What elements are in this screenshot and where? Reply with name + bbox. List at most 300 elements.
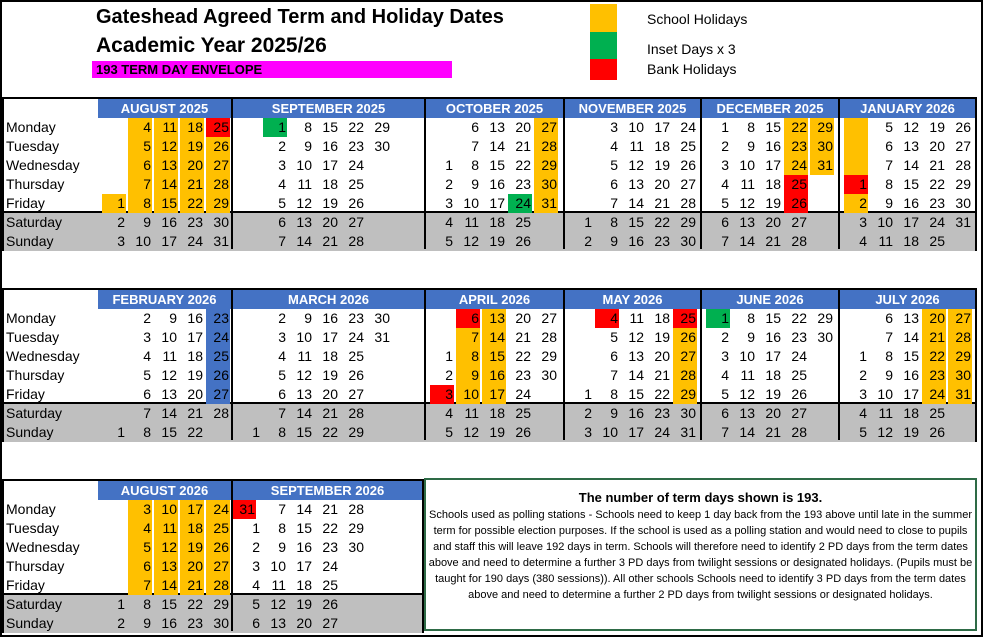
calendar-day-cell: 19: [929, 119, 945, 135]
calendar-day-cell: 23: [515, 176, 531, 192]
calendar-day-cell: 4: [445, 405, 453, 421]
calendar-day-cell: 25: [929, 405, 945, 421]
calendar-day-cell: 4: [859, 405, 867, 421]
month-divider: [231, 481, 233, 631]
calendar-day-cell: 30: [948, 366, 972, 385]
calendar-day-cell: 14: [154, 175, 178, 194]
calendar-day-cell: 18: [654, 138, 670, 154]
calendar-day-cell: 15: [489, 157, 505, 173]
calendar-day-cell: 18: [654, 310, 670, 326]
calendar-day-cell: 19: [765, 195, 781, 211]
calendar-day-cell: 5: [445, 233, 453, 249]
calendar-day-cell: 10: [135, 233, 151, 249]
calendar-day-cell: 13: [161, 386, 177, 402]
calendar-day-cell: 24: [922, 385, 946, 404]
calendar-day-cell: 7: [721, 233, 729, 249]
calendar-day-cell: 23: [515, 367, 531, 383]
calendar-day-cell: 20: [180, 156, 204, 175]
calendar-day-cell: 5: [128, 538, 152, 557]
calendar-day-cell: 26: [680, 157, 696, 173]
calendar-day-cell: 15: [903, 348, 919, 364]
calendar-day-cell: 29: [541, 348, 557, 364]
calendar-day-cell: 8: [747, 119, 755, 135]
calendar-day-cell: 3: [859, 214, 867, 230]
calendar-day-cell: 7: [456, 328, 480, 347]
legend-swatch-inset-days: [590, 32, 617, 59]
calendar-day-cell: 9: [747, 329, 755, 345]
calendar-day-cell: 20: [922, 309, 946, 328]
calendar-day-cell: 30: [213, 214, 229, 230]
calendar-day-cell: 10: [296, 157, 312, 173]
calendar-day-cell: 18: [180, 519, 204, 538]
calendar-day-cell: 8: [143, 424, 151, 440]
calendar-day-cell: 29: [348, 424, 364, 440]
calendar-day-cell: 30: [680, 405, 696, 421]
month-header: FEBRUARY 2026: [98, 290, 231, 309]
calendar-day-cell: 20: [187, 386, 203, 402]
calendar-day-cell: 5: [445, 424, 453, 440]
month-divider: [231, 290, 233, 440]
calendar-day-cell: 19: [180, 538, 204, 557]
calendar-day-cell: 3: [278, 157, 286, 173]
calendar-day-cell: 17: [765, 157, 781, 173]
calendar-day-cell: 7: [721, 424, 729, 440]
calendar-day-cell: 18: [489, 214, 505, 230]
month-header: OCTOBER 2025: [426, 99, 563, 118]
calendar-day-cell: 1: [721, 119, 729, 135]
calendar-day-cell: 14: [628, 367, 644, 383]
calendar-day-cell: 13: [154, 156, 178, 175]
calendar-day-cell: 3: [430, 385, 454, 404]
calendar-day-cell: 22: [322, 520, 338, 536]
calendar-day-cell: 19: [187, 367, 203, 383]
calendar-day-cell: 28: [206, 576, 230, 595]
calendar-day-cell: 21: [180, 576, 204, 595]
day-label-friday: Friday: [6, 195, 45, 211]
calendar-day-cell: 19: [765, 386, 781, 402]
page-title: Gateshead Agreed Term and Holiday Dates: [96, 6, 504, 28]
calendar-day-cell: 17: [187, 329, 203, 345]
calendar-day-cell: 5: [278, 195, 286, 211]
calendar-day-cell: 7: [128, 576, 152, 595]
calendar-day-cell: 8: [471, 157, 479, 173]
month-header: SEPTEMBER 2025: [233, 99, 424, 118]
calendar-day-cell: 10: [161, 329, 177, 345]
calendar-day-cell: 24: [187, 233, 203, 249]
calendar-day-cell: 19: [296, 596, 312, 612]
calendar-day-cell: 8: [610, 214, 618, 230]
calendar-day-cell: 31: [955, 214, 971, 230]
calendar-day-cell: 26: [206, 137, 230, 156]
month-divider: [700, 290, 702, 440]
calendar-day-cell: 30: [374, 138, 390, 154]
calendar-day-cell: 23: [929, 195, 945, 211]
calendar-day-cell: 17: [654, 119, 670, 135]
calendar-day-cell: 26: [784, 194, 808, 213]
calendar-day-cell: 26: [348, 367, 364, 383]
calendar-day-cell: 25: [206, 118, 230, 137]
calendar-day-cell: [844, 118, 868, 137]
calendar-day-cell: 5: [859, 424, 867, 440]
calendar-day-cell: 4: [278, 176, 286, 192]
calendar-day-cell: 5: [610, 157, 618, 173]
calendar-day-cell: 17: [322, 329, 338, 345]
calendar-day-cell: 25: [929, 233, 945, 249]
calendar-day-cell: 5: [721, 386, 729, 402]
calendar-day-cell: 27: [948, 309, 972, 328]
calendar-day-cell: [844, 156, 868, 175]
calendar-day-cell: 18: [322, 176, 338, 192]
calendar-day-cell: 7: [278, 501, 286, 517]
calendar-day-cell: 13: [296, 386, 312, 402]
calendar-day-cell: 4: [610, 138, 618, 154]
calendar-day-cell: 4: [721, 367, 729, 383]
calendar-day-cell: 2: [445, 367, 453, 383]
day-label-thursday: Thursday: [6, 558, 65, 574]
calendar-day-cell: 21: [322, 233, 338, 249]
calendar-day-cell: 2: [445, 176, 453, 192]
calendar-day-cell: 14: [903, 157, 919, 173]
calendar-day-cell: 26: [791, 386, 807, 402]
calendar-day-cell: 26: [348, 195, 364, 211]
calendar-day-cell: 29: [206, 194, 230, 213]
calendar-day-cell: 14: [161, 405, 177, 421]
calendar-day-cell: 3: [117, 233, 125, 249]
calendar-day-cell: 10: [739, 157, 755, 173]
calendar-block: [2, 288, 977, 442]
calendar-day-cell: 26: [515, 424, 531, 440]
calendar-day-cell: 21: [515, 138, 531, 154]
calendar-day-cell: 30: [534, 175, 558, 194]
calendar-day-cell: 18: [489, 405, 505, 421]
month-divider: [424, 99, 426, 249]
term-days-info-box: [424, 478, 977, 631]
calendar-day-cell: 27: [206, 156, 230, 175]
calendar-day-cell: 14: [739, 424, 755, 440]
calendar-day-cell: 23: [206, 309, 230, 328]
calendar-day-cell: 31: [232, 500, 256, 519]
calendar-day-cell: 1: [844, 175, 868, 194]
calendar-day-cell: 29: [534, 156, 558, 175]
calendar-day-cell: 10: [628, 119, 644, 135]
day-label-saturday: Saturday: [6, 405, 63, 421]
month-divider: [563, 290, 565, 440]
calendar-day-cell: 3: [128, 500, 152, 519]
calendar-day-cell: 24: [791, 348, 807, 364]
calendar-day-cell: 12: [270, 596, 286, 612]
calendar-day-cell: 25: [348, 348, 364, 364]
calendar-day-cell: 3: [278, 329, 286, 345]
calendar-day-cell: 12: [296, 367, 312, 383]
calendar-day-cell: 11: [297, 176, 312, 192]
calendar-day-cell: 6: [143, 386, 151, 402]
calendar-day-cell: 22: [348, 119, 364, 135]
calendar-day-cell: 18: [903, 233, 919, 249]
calendar-day-cell: 20: [765, 405, 781, 421]
calendar-day-cell: 11: [740, 176, 755, 192]
calendar-day-cell: 10: [154, 500, 178, 519]
calendar-day-cell: 23: [187, 214, 203, 230]
calendar-day-cell: 24: [322, 558, 338, 574]
calendar-day-cell: 10: [877, 386, 893, 402]
calendar-day-cell: 15: [161, 424, 177, 440]
calendar-day-cell: 22: [929, 176, 945, 192]
calendar-day-cell: 11: [271, 577, 286, 593]
calendar-day-cell: 15: [296, 520, 312, 536]
calendar-day-cell: 16: [187, 310, 203, 326]
calendar-day-cell: 16: [489, 176, 505, 192]
calendar-day-cell: 20: [515, 119, 531, 135]
calendar-day-cell: 2: [844, 194, 868, 213]
day-label-wednesday: Wednesday: [6, 157, 80, 173]
calendar-day-cell: 10: [739, 348, 755, 364]
calendar-day-cell: 16: [765, 329, 781, 345]
calendar-day-cell: 11: [629, 138, 644, 154]
calendar-day-cell: 5: [252, 596, 260, 612]
calendar-day-cell: 2: [117, 615, 125, 631]
calendar-day-cell: 15: [161, 596, 177, 612]
calendar-day-cell: 16: [322, 138, 338, 154]
calendar-day-cell: 11: [629, 310, 644, 326]
term-day-envelope-banner: 193 TERM DAY ENVELOPE: [92, 61, 452, 78]
calendar-day-cell: 4: [128, 519, 152, 538]
calendar-day-cell: 12: [877, 424, 893, 440]
calendar-day-cell: 21: [322, 501, 338, 517]
calendar-day-cell: 15: [628, 386, 644, 402]
calendar-day-cell: 18: [903, 405, 919, 421]
calendar-day-cell: 13: [903, 138, 919, 154]
calendar-day-cell: 14: [154, 576, 178, 595]
calendar-day-cell: 7: [885, 157, 893, 173]
calendar-day-cell: 20: [322, 386, 338, 402]
calendar-day-cell: 29: [673, 385, 697, 404]
calendar-day-cell: 14: [903, 329, 919, 345]
calendar-day-cell: 21: [187, 405, 203, 421]
calendar-day-cell: 23: [322, 539, 338, 555]
calendar-day-cell: 27: [791, 405, 807, 421]
calendar-day-cell: 28: [534, 137, 558, 156]
calendar-block: [2, 479, 424, 633]
calendar-day-cell: 8: [885, 176, 893, 192]
calendar-day-cell: 1: [117, 596, 125, 612]
calendar-day-cell: 25: [206, 347, 230, 366]
calendar-day-cell: 14: [482, 328, 506, 347]
calendar-day-cell: 22: [515, 348, 531, 364]
calendar-day-cell: 13: [739, 405, 755, 421]
calendar-day-cell: 3: [859, 386, 867, 402]
calendar-day-cell: 16: [628, 405, 644, 421]
calendar-day-cell: 19: [903, 424, 919, 440]
calendar-day-cell: 28: [948, 328, 972, 347]
calendar-day-cell: 6: [610, 348, 618, 364]
calendar-day-cell: 6: [721, 214, 729, 230]
calendar-day-cell: 28: [791, 233, 807, 249]
calendar-day-cell: 21: [765, 424, 781, 440]
calendar-day-cell: 19: [322, 195, 338, 211]
calendar-day-cell: 18: [296, 577, 312, 593]
day-label-saturday: Saturday: [6, 596, 63, 612]
month-divider: [231, 99, 233, 249]
calendar-day-cell: 8: [128, 194, 152, 213]
calendar-day-cell: 16: [296, 539, 312, 555]
calendar-day-cell: 1: [584, 214, 592, 230]
calendar-day-cell: 9: [747, 138, 755, 154]
calendar-day-cell: 30: [541, 367, 557, 383]
calendar-day-cell: 1: [263, 118, 287, 137]
calendar-day-cell: 27: [673, 347, 697, 366]
calendar-day-cell: 23: [187, 615, 203, 631]
calendar-day-cell: 21: [180, 175, 204, 194]
calendar-day-cell: 12: [463, 233, 479, 249]
calendar-day-cell: 6: [252, 615, 260, 631]
calendar-day-cell: 5: [721, 195, 729, 211]
calendar-day-cell: 6: [278, 214, 286, 230]
calendar-day-cell: 1: [859, 348, 867, 364]
calendar-day-cell: 5: [278, 367, 286, 383]
calendar-day-cell: 1: [445, 348, 453, 364]
day-label-thursday: Thursday: [6, 367, 65, 383]
calendar-day-cell: 30: [955, 195, 971, 211]
calendar-day-cell: 4: [445, 214, 453, 230]
term-days-count-heading: The number of term days shown is 193.: [578, 490, 823, 505]
calendar-day-cell: 6: [721, 405, 729, 421]
calendar-day-cell: 1: [252, 424, 260, 440]
calendar-day-cell: 22: [515, 157, 531, 173]
calendar-day-cell: 25: [673, 309, 697, 328]
month-divider: [424, 290, 426, 440]
calendar-day-cell: 22: [654, 386, 670, 402]
calendar-day-cell: 2: [117, 214, 125, 230]
calendar-day-cell: 28: [348, 233, 364, 249]
calendar-day-cell: 12: [739, 386, 755, 402]
calendar-day-cell: [844, 137, 868, 156]
calendar-day-cell: 12: [296, 195, 312, 211]
day-label-saturday: Saturday: [6, 214, 63, 230]
calendar-day-cell: 16: [903, 367, 919, 383]
calendar-day-cell: 10: [296, 329, 312, 345]
calendar-day-cell: 9: [885, 195, 893, 211]
calendar-day-cell: 20: [296, 615, 312, 631]
day-label-friday: Friday: [6, 577, 45, 593]
calendar-day-cell: 10: [602, 424, 618, 440]
month-divider: [838, 99, 840, 249]
calendar-day-cell: 4: [859, 233, 867, 249]
calendar-day-cell: 28: [348, 405, 364, 421]
calendar-day-cell: 10: [456, 385, 480, 404]
month-header: AUGUST 2026: [98, 481, 231, 500]
calendar-day-cell: 25: [322, 577, 338, 593]
calendar-day-cell: 9: [304, 138, 312, 154]
calendar-day-cell: 13: [482, 309, 506, 328]
calendar-day-cell: 2: [584, 405, 592, 421]
calendar-day-cell: 28: [206, 175, 230, 194]
calendar-day-cell: 26: [206, 366, 230, 385]
calendar-day-cell: 14: [739, 233, 755, 249]
calendar-day-cell: 21: [515, 329, 531, 345]
month-divider: [700, 99, 702, 249]
calendar-day-cell: 9: [143, 615, 151, 631]
calendar-day-cell: 13: [154, 557, 178, 576]
month-header: JANUARY 2026: [840, 99, 975, 118]
calendar-day-cell: 8: [456, 347, 480, 366]
calendar-day-cell: 11: [154, 519, 178, 538]
calendar-day-cell: 23: [654, 405, 670, 421]
day-label-friday: Friday: [6, 386, 45, 402]
calendar-day-cell: 30: [810, 137, 834, 156]
calendar-day-cell: 2: [143, 310, 151, 326]
calendar-day-cell: 6: [278, 386, 286, 402]
calendar-day-cell: 8: [885, 348, 893, 364]
calendar-day-cell: 16: [161, 615, 177, 631]
day-label-tuesday: Tuesday: [6, 520, 60, 536]
calendar-day-cell: 22: [187, 596, 203, 612]
calendar-day-cell: 9: [456, 366, 480, 385]
calendar-day-cell: 26: [322, 596, 338, 612]
calendar-day-cell: 13: [628, 176, 644, 192]
calendar-day-cell: 3: [721, 157, 729, 173]
calendar-day-cell: 4: [278, 348, 286, 364]
month-header: SEPTEMBER 2026: [233, 481, 422, 500]
calendar-day-cell: 25: [515, 405, 531, 421]
calendar-day-cell: 1: [117, 424, 125, 440]
calendar-day-cell: 27: [322, 615, 338, 631]
calendar-day-cell: 18: [180, 118, 204, 137]
calendar-day-cell: 28: [541, 329, 557, 345]
calendar-day-cell: 20: [322, 214, 338, 230]
calendar-day-cell: 27: [955, 138, 971, 154]
month-header: AUGUST 2025: [98, 99, 231, 118]
calendar-day-cell: 15: [903, 176, 919, 192]
calendar-day-cell: 23: [654, 233, 670, 249]
calendar-day-cell: 20: [654, 348, 670, 364]
calendar-day-cell: 24: [515, 386, 531, 402]
calendar-day-cell: 17: [296, 558, 312, 574]
calendar-day-cell: 7: [610, 195, 618, 211]
calendar-day-cell: 3: [721, 348, 729, 364]
calendar-day-cell: 5: [610, 329, 618, 345]
calendar-day-cell: 29: [817, 310, 833, 326]
calendar-day-cell: 18: [322, 348, 338, 364]
calendar-day-cell: 19: [654, 157, 670, 173]
calendar-day-cell: 24: [654, 424, 670, 440]
calendar-day-cell: 7: [885, 329, 893, 345]
calendar-day-cell: 2: [859, 367, 867, 383]
calendar-day-cell: 23: [784, 137, 808, 156]
calendar-day-cell: 22: [180, 194, 204, 213]
calendar-day-cell: 8: [610, 386, 618, 402]
calendar-day-cell: 3: [143, 329, 151, 345]
calendar-day-cell: 27: [541, 310, 557, 326]
calendar-day-cell: 14: [489, 138, 505, 154]
calendar-day-cell: 3: [252, 558, 260, 574]
calendar-day-cell: 26: [955, 119, 971, 135]
calendar-day-cell: 27: [348, 386, 364, 402]
calendar-day-cell: 4: [252, 577, 260, 593]
calendar-day-cell: 10: [270, 558, 286, 574]
calendar-day-cell: 10: [463, 195, 479, 211]
calendar-day-cell: 26: [673, 328, 697, 347]
calendar-day-cell: 15: [765, 119, 781, 135]
calendar-day-cell: 12: [161, 367, 177, 383]
legend-swatch-school-holidays: [590, 4, 617, 32]
calendar-day-cell: 11: [464, 405, 479, 421]
calendar-day-cell: 23: [348, 138, 364, 154]
calendar-day-cell: 17: [161, 233, 177, 249]
page-subtitle: Academic Year 2025/26: [96, 34, 327, 57]
month-header: APRIL 2026: [426, 290, 563, 309]
calendar-day-cell: 24: [206, 328, 230, 347]
calendar-day-cell: 19: [322, 367, 338, 383]
